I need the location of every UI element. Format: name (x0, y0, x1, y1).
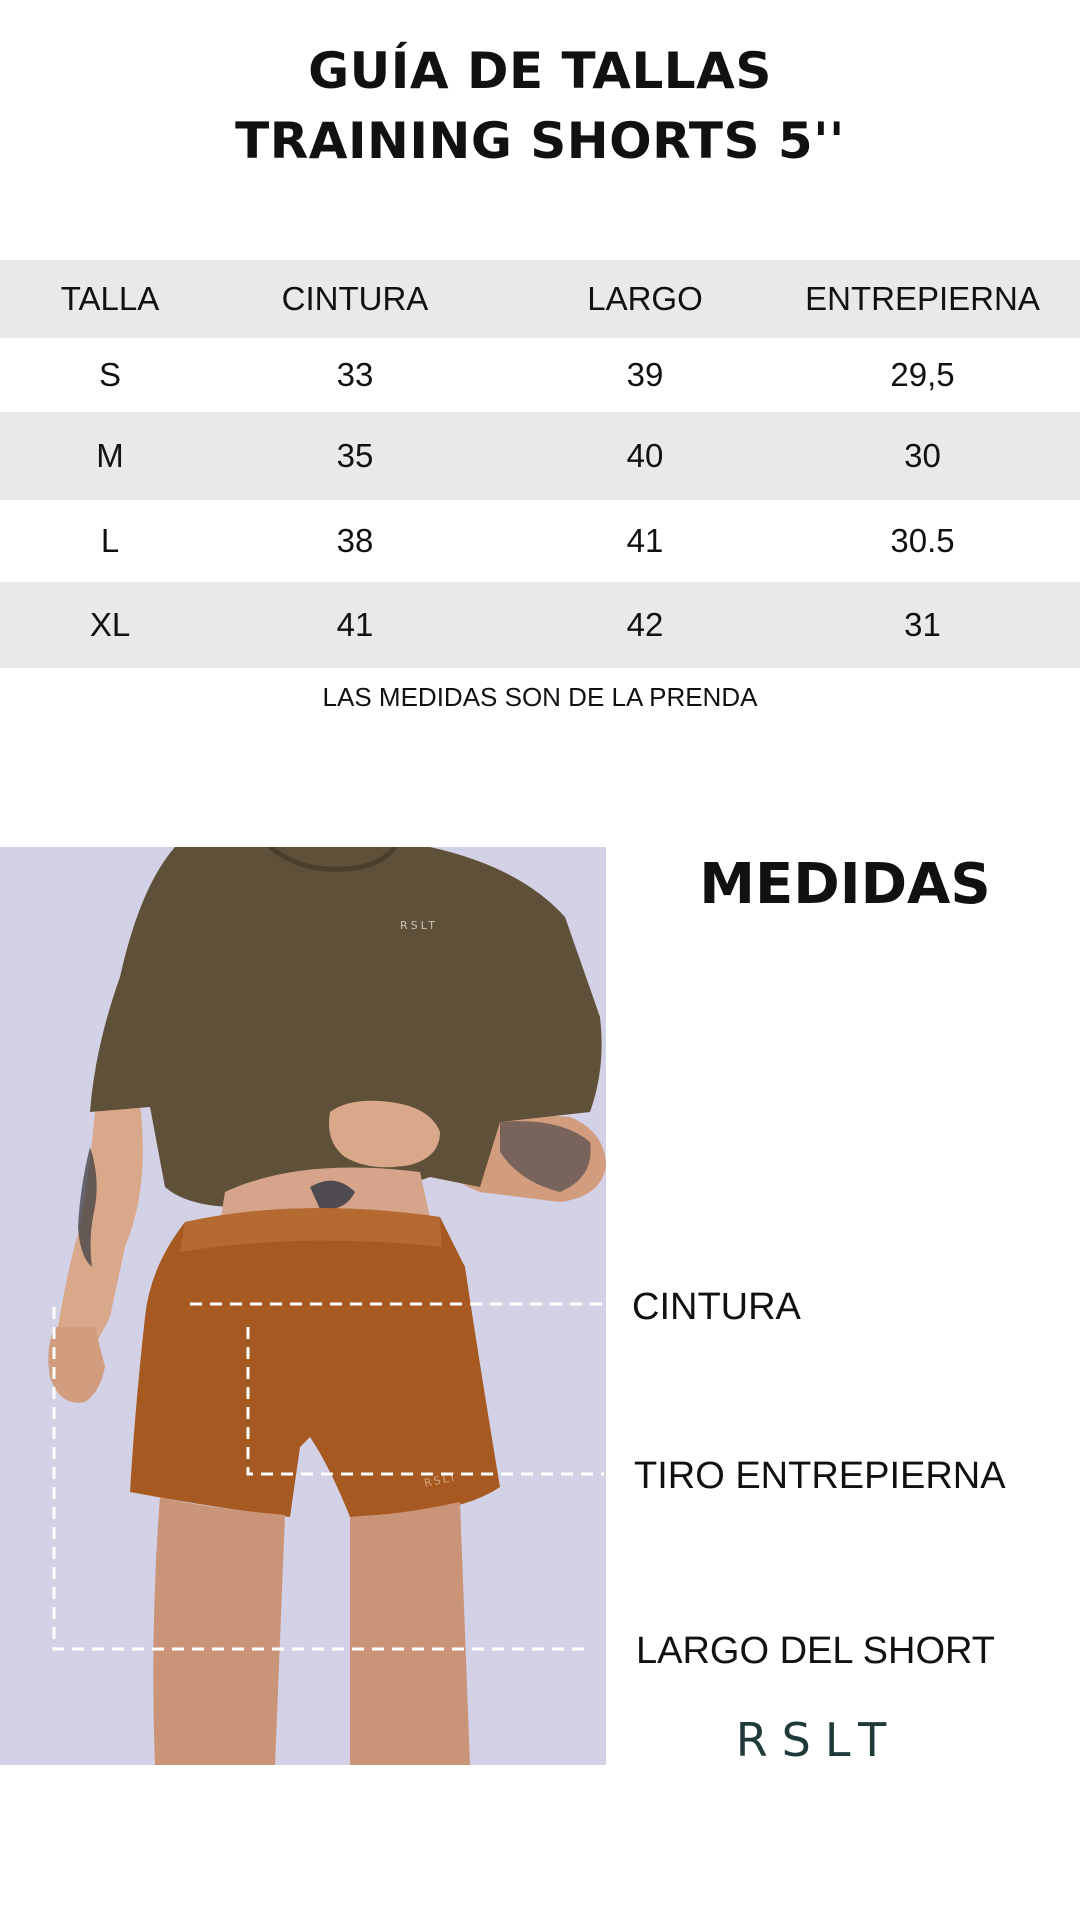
column-header: LARGO (587, 280, 703, 317)
table-row (0, 500, 1080, 582)
measures-heading: MEDIDAS (699, 852, 991, 917)
table-cell: 33 (336, 356, 374, 393)
table-cell: XL (89, 606, 131, 643)
table-cell: 40 (626, 437, 664, 474)
measurement-note: LAS MEDIDAS SON DE LA PRENDA (322, 682, 758, 712)
title-line-2: TRAINING SHORTS 5'' (235, 112, 845, 170)
label-tiro-entrepierna: TIRO ENTREPIERNA (634, 1455, 1006, 1497)
table-cell: 29,5 (890, 356, 955, 393)
label-largo-short: LARGO DEL SHORT (636, 1630, 995, 1672)
table-row (0, 582, 1080, 668)
label-cintura: CINTURA (632, 1286, 801, 1328)
size-table (0, 260, 1080, 668)
column-header: TALLA (60, 280, 160, 317)
table-row (0, 412, 1080, 500)
table-cell: S (98, 356, 121, 393)
table-row (0, 338, 1080, 412)
column-header: ENTREPIERNA (805, 280, 1040, 317)
table-header-row (0, 260, 1080, 338)
table-cell: L (100, 522, 120, 559)
table-cell: 41 (336, 606, 374, 643)
model-photo (0, 847, 606, 1765)
table-cell: 39 (626, 356, 664, 393)
svg-text:RSLT: RSLT (422, 1470, 459, 1490)
title-line-1: GUÍA DE TALLAS (308, 42, 772, 100)
table-cell: 35 (336, 437, 374, 474)
column-header: CINTURA (281, 280, 429, 317)
svg-text:RSLT: RSLT (400, 919, 438, 932)
table-cell: 38 (336, 522, 374, 559)
table-cell: 30.5 (890, 522, 955, 559)
brand-logo: RSLT (735, 1713, 901, 1767)
table-cell: M (96, 437, 124, 474)
table-cell: 42 (626, 606, 664, 643)
table-cell: 41 (626, 522, 664, 559)
table-cell: 30 (904, 437, 941, 474)
table-cell: 31 (904, 606, 941, 643)
